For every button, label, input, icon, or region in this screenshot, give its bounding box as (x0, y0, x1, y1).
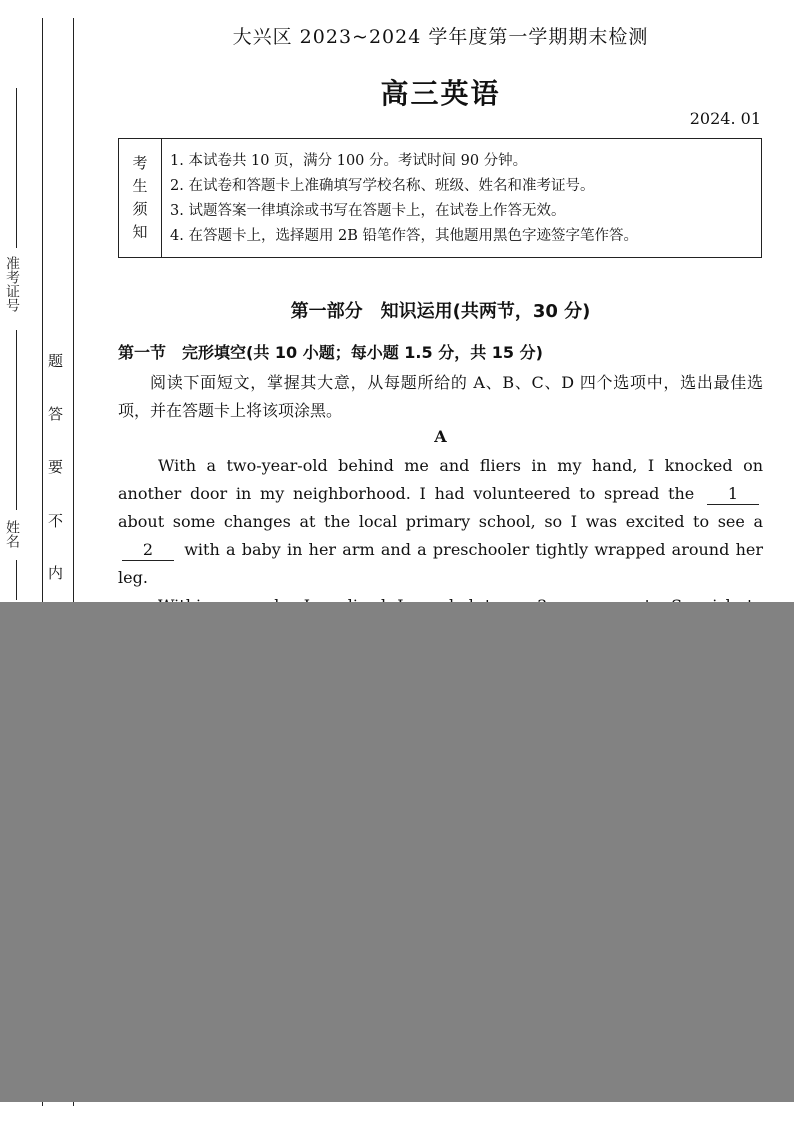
notice-items (162, 139, 638, 257)
name-label: 姓名 (4, 520, 20, 548)
exam-title: 大兴区 2023~2024 学年度第一学期期末检测 (232, 26, 649, 48)
id-label: 准考证号 (4, 256, 20, 312)
notice-label-char: 须 (132, 200, 148, 218)
notice-label (119, 139, 162, 257)
name-fill-line (16, 560, 17, 600)
seal-char: 题 (48, 352, 64, 370)
notice-label-char: 生 (132, 177, 148, 195)
text-run: with a baby in her arm and a preschooler tightly wrapped around her leg. (118, 540, 763, 587)
seal-char: 不 (48, 512, 64, 530)
part-title: 第一部分 知识运用(共两节，30 分) (290, 301, 591, 322)
blank-2: 2 (122, 540, 174, 561)
id-fill-line (16, 88, 17, 248)
text-run: With a two-year-old behind me and fliers in my hand, I knocked on another door in my neighborhood. I had volunteered to spread the (118, 456, 763, 503)
text-run: about some changes at the local primary school, so I was excited to see a (118, 512, 763, 531)
notice-item: 1. 本试卷共 10 页，满分 100 分。考试时间 90 分钟。 (170, 153, 528, 169)
gray-overlay (0, 602, 794, 1102)
passage-letter: A (434, 427, 447, 446)
paragraph-1 (118, 452, 763, 592)
subject-title: 高三英语 (380, 77, 501, 110)
id-fill-line-2 (16, 330, 17, 510)
seal-char: 答 (48, 405, 64, 423)
notice-item: 2. 在试卷和答题卡上准确填写学校名称、班级、姓名和准考证号。 (170, 178, 595, 194)
notice-item: 3. 试题答案一律填涂或书写在答题卡上，在试卷上作答无效。 (170, 203, 566, 219)
notice-label-char: 知 (132, 223, 148, 241)
exam-date: 2024. 01 (689, 109, 761, 128)
notice-box (118, 138, 762, 258)
notice-item: 4. 在答题卡上，选择题用 2B 铅笔作答，其他题用黑色字迹签字笔作答。 (170, 228, 639, 244)
section-title: 第一节 完形填空(共 10 小题；每小题 1.5 分，共 15 分) (118, 343, 543, 362)
seal-char: 内 (48, 564, 64, 582)
notice-label-char: 考 (132, 154, 148, 172)
seal-char: 要 (48, 458, 64, 476)
section-instructions: 阅读下面短文，掌握其大意，从每题所给的 A、B、C、D 四个选项中，选出最佳选项，并在答题卡上将该项涂黑。 (118, 373, 763, 420)
blank-1: 1 (707, 484, 759, 505)
